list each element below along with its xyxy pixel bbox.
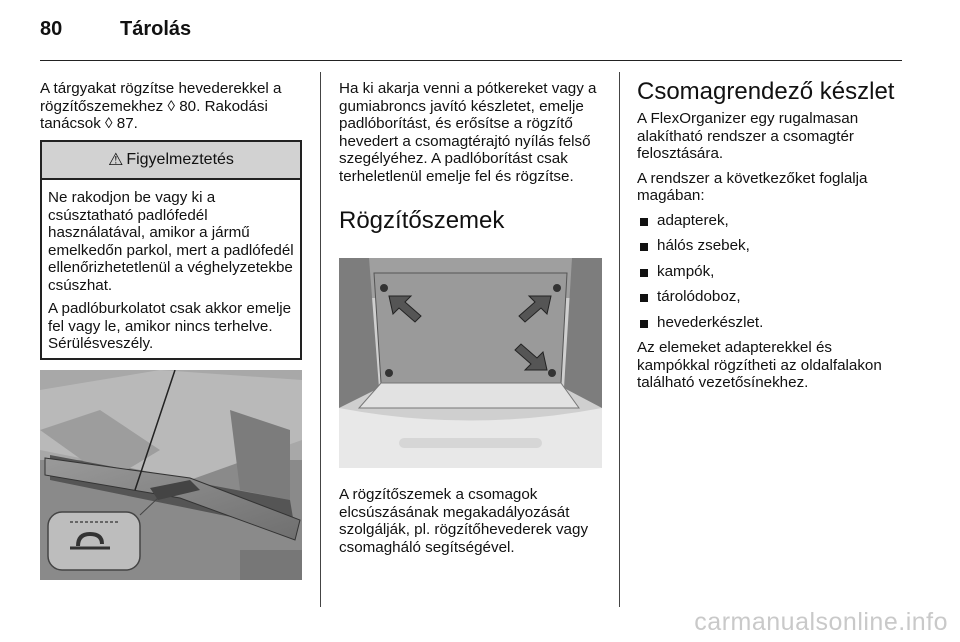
list-item: kampók, [637, 263, 903, 281]
intro-text-b: 80. Rakodási tanácsok [40, 97, 268, 132]
column-3 [637, 78, 903, 399]
tie-down-caption: A rögzítőszemek a csomagok elcsúszásának megakadályozását szolgálják, pl. rögzítőhevederek vagy csomagháló segítségével. [339, 486, 589, 556]
ref-arrow-icon: ◊ [105, 115, 113, 132]
tie-down-eyes-illustration [339, 258, 602, 468]
list-item: tárolódoboz, [637, 288, 903, 306]
warning-paragraph-1: Ne rakodjon be vagy ki a csúsztatható padlófedél használatával, amikor a jármű emelkedőn parkol, mert a padlófedél ellenőrizhetetlenül a véghelyzetekbe csúszhat. [48, 189, 294, 294]
floor-cover-illustration [40, 370, 302, 580]
intro-text-c: 87. [116, 115, 138, 132]
organizer-list [637, 212, 903, 332]
warning-header [42, 142, 300, 180]
warning-paragraph-2: A padlóburkolatot csak akkor emelje fel vagy le, amikor nincs terhelve. Sérülésveszély. [48, 300, 292, 352]
section-title: Tárolás [120, 18, 192, 40]
organizer-paragraph-2: A rendszer a következőket foglalja magában: [637, 169, 868, 204]
page-number: 80 [40, 18, 63, 40]
column-divider-1 [320, 72, 321, 607]
intro-text-a: A tárgyakat rögzítse hevederekkel a rögzítőszemekhez [40, 80, 282, 115]
list-item: adapterek, [637, 212, 903, 230]
warning-title: Figyelmeztetés [126, 151, 234, 168]
warning-box [40, 140, 302, 360]
column-1 [40, 80, 305, 140]
column-2-paragraph: Ha ki akarja venni a pótkereket vagy a gumiabroncs javító készletet, emelje padlóborítást, és erősítse a rögzítő hevedert a csomagtérajtó nyílás felső szegélyéhez. A padlóborítást csak terheletlenül emelje fel és rögzítse. [339, 80, 597, 185]
watermark: carmanualsonline.info [694, 608, 948, 636]
column-divider-2 [619, 72, 620, 607]
warning-body [42, 180, 300, 353]
organizer-paragraph-1: A FlexOrganizer egy rugalmasan alakítható rendszer a csomagtér felosztására. [637, 110, 859, 162]
intro-paragraph [40, 80, 305, 133]
list-item: hálós zsebek, [637, 237, 903, 255]
warning-triangle-icon: ⚠ [108, 150, 124, 169]
ref-arrow-icon: ◊ [167, 97, 175, 115]
organizer-paragraph-3: Az elemeket adapterekkel és kampókkal rögzítheti az oldalfalakon található vezetősínekhez. [637, 339, 882, 391]
page-header [40, 18, 191, 46]
header-rule [40, 60, 902, 61]
column-2-caption [339, 486, 605, 563]
column-2 [339, 80, 605, 235]
heading-organizer-kit: Csomagrendező készlet [637, 78, 895, 105]
heading-tie-down-eyes: Rögzítőszemek [339, 207, 505, 234]
list-item: hevederkészlet. [637, 314, 903, 332]
